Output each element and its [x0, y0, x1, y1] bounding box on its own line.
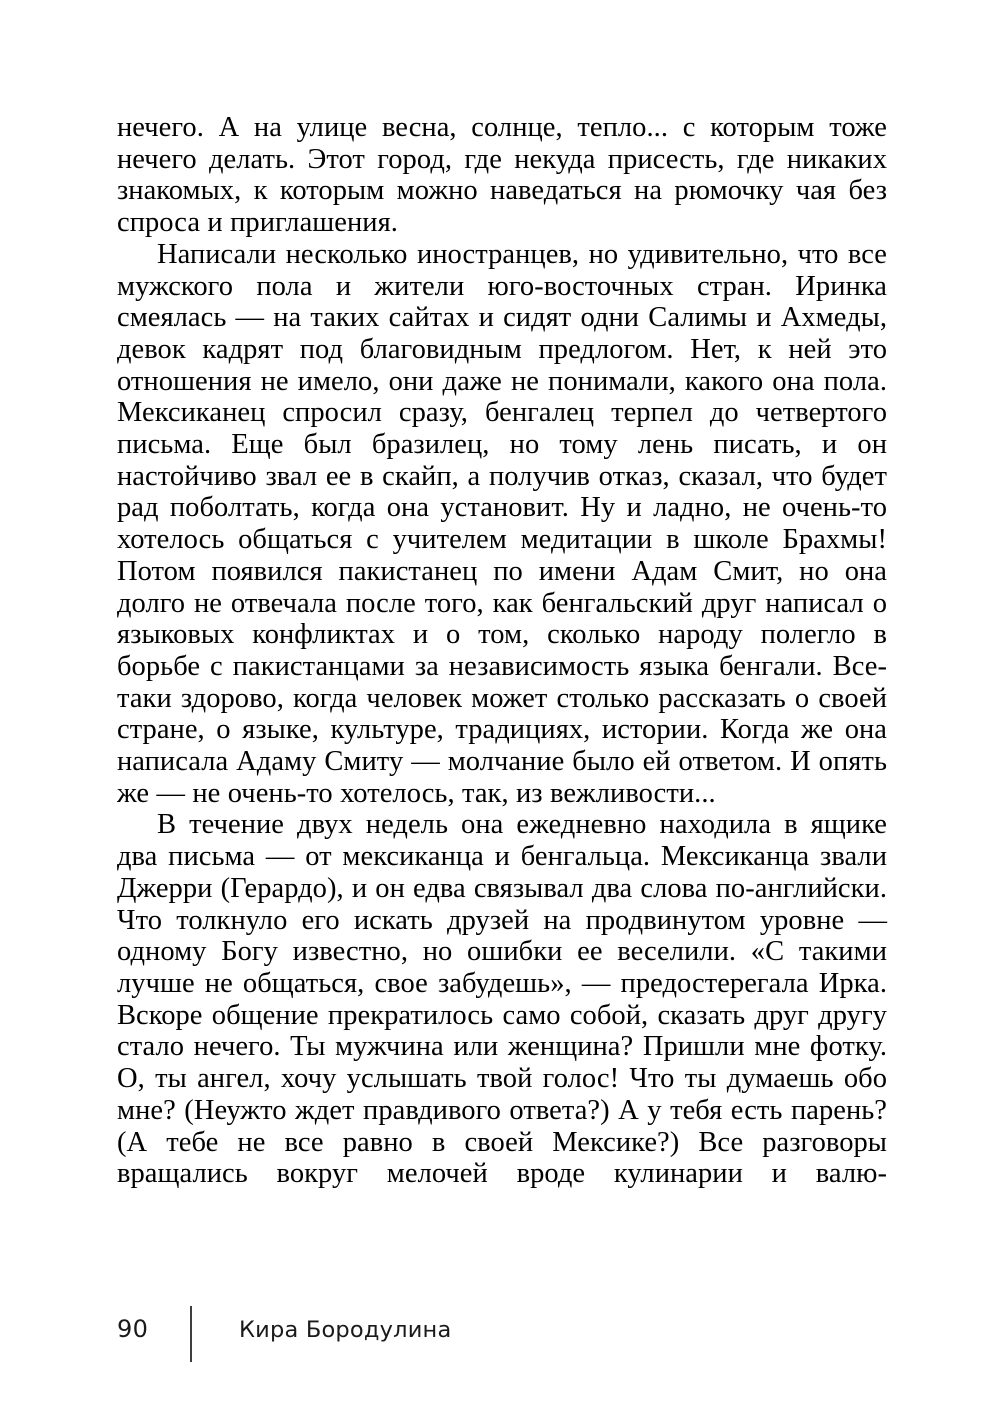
- page-number: 90: [117, 1315, 149, 1343]
- footer-divider: [190, 1306, 192, 1362]
- paragraph-3: В течение двух недель она ежедневно находила в ящике два письма — от мексиканца и бенгальца. Мексиканца звали Джерри (Герардо), и он едва связывал два слова по-английски. Что толкнуло его искать друзей на продвинутом уровне — одному Богу известно, но ошибки ее веселили. «С такими лучше не общаться, свое забудешь», — предостерегала Ирка. Вскоре общение прекратилось само собой, сказать друг другу стало нечего. Ты мужчина или женщина? Пришли мне фотку. О, ты ангел, хочу услышать твой голос! Что ты думаешь обо мне? (Неужто ждет правдивого ответа?) А у тебя есть парень? (А тебе не все равно в своей Мексике?) Все разговоры вращались вокруг мелочей вроде кулинарии и валю-: [117, 809, 887, 1190]
- paragraph-1: нечего. А на улице весна, солнце, тепло... с которым тоже нечего делать. Этот город, где некуда присесть, где никаких знакомых, к которым можно наведаться на рюмочку чая без спроса и приглашения.: [117, 112, 887, 239]
- page-footer: [0, 1300, 1005, 1370]
- paragraph-2: Написали несколько иностранцев, но удивительно, что все мужского пола и жители юго-восточных стран. Иринка смеялась — на таких сайтах и сидят одни Салимы и Ахмеды, девок кадрят под благовидным предлогом. Нет, к ней это отношения не имело, они даже не понимали, какого она пола. Мексиканец спросил сразу, бенгалец терпел до четвертого письма. Еще был бразилец, но тому лень писать, и он настойчиво звал ее в скайп, а получив отказ, сказал, что будет рад поболтать, когда она установит. Ну и ладно, не очень-то хотелось общаться с учителем медитации в школе Брахмы! Потом появился пакистанец по имени Адам Смит, но она долго не отвечала после того, как бенгальский друг написал о языковых конфликтах и о том, сколько народу полегло в борьбе с пакистанцами за независимость языка бенгали. Все-таки здорово, когда человек может столько рассказать о своей стране, о языке, культуре, традициях, истории. Когда же она написала Адаму Смиту — молчание было ей ответом. И опять же — не очень-то хотелось, так, из вежливости...: [117, 238, 887, 809]
- author-name: Кира Бородулина: [239, 1317, 452, 1343]
- body-text-block: [117, 112, 887, 1190]
